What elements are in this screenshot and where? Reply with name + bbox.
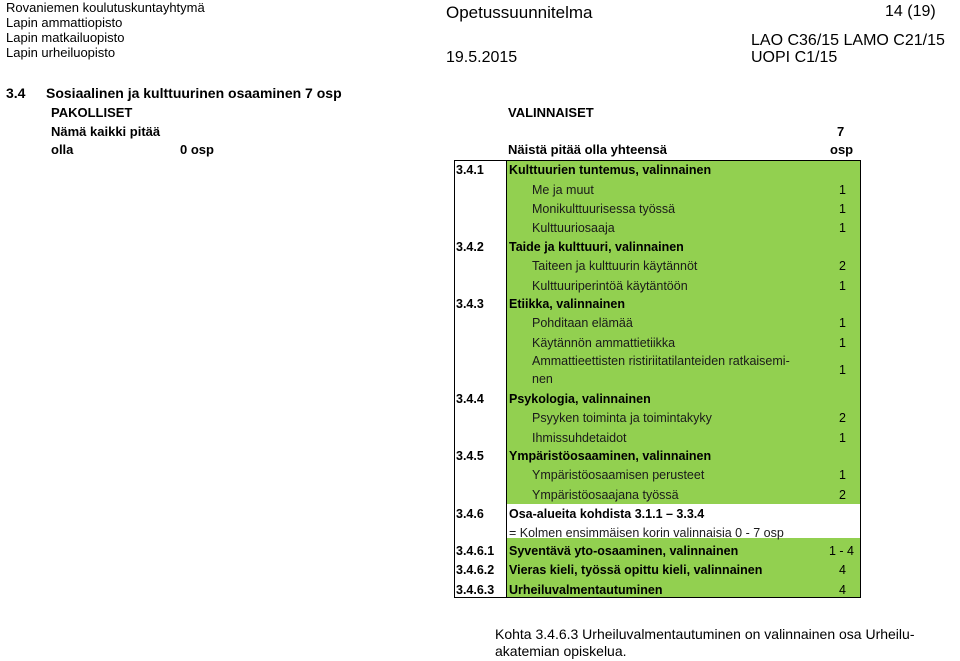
document-ref-1: LAO C36/15 LAMO C21/15 — [751, 32, 945, 49]
module-name: Psykologia, valinnainen — [509, 392, 651, 406]
module-group-row — [456, 294, 876, 314]
module-group-row — [456, 160, 876, 180]
module-name: Pohditaan elämää — [532, 316, 633, 330]
module-points: 4 — [839, 583, 846, 597]
module-name: Me ja muut — [532, 183, 594, 197]
module-item-row — [456, 180, 876, 200]
section-number: 3.4 — [6, 85, 26, 101]
page-number: 14 (19) — [885, 3, 936, 20]
module-points: 1 — [839, 221, 846, 235]
document-title: Opetussuunnitelma — [446, 3, 593, 22]
module-name: Kulttuuriperintöä käytäntöön — [532, 279, 688, 293]
module-name: Kulttuuriosaaja — [532, 221, 615, 235]
module-points: 1 — [839, 336, 846, 350]
module-code: 3.4.6.3 — [456, 583, 495, 597]
module-code: 3.4.1 — [456, 163, 484, 177]
module-item-row — [456, 276, 876, 296]
module-group-row — [456, 446, 876, 466]
footnote-line-2: akatemian opiskelua. — [495, 643, 627, 659]
module-item-row — [456, 199, 876, 219]
section-title: Sosiaalinen ja kulttuurinen osaaminen 7 osp — [46, 85, 342, 101]
module-points: 1 — [839, 316, 846, 330]
module-group-row — [456, 560, 876, 580]
module-name: Ammattieettisten ristiriitatilanteiden ratkaisemi- — [532, 354, 790, 368]
table-left-border — [454, 160, 455, 597]
module-name: = Kolmen ensimmäisen korin valinnaisia 0 - 7 osp — [509, 526, 784, 540]
module-name: Ympäristöosaamisen perusteet — [532, 468, 705, 482]
module-name: Psyyken toiminta ja toimintakyky — [532, 411, 712, 425]
module-item-row — [456, 485, 876, 505]
module-points: 1 - 4 — [828, 544, 854, 558]
module-group-row — [456, 389, 876, 409]
org-name: Rovaniemen koulutuskuntayhtymä — [6, 0, 205, 15]
module-name: Ympäristöosaajana työssä — [532, 488, 679, 502]
module-item-row — [456, 333, 876, 353]
module-group-row — [456, 541, 876, 561]
optional-heading: VALINNAISET — [508, 105, 594, 120]
document-date: 19.5.2015 — [446, 49, 518, 66]
org-name: Lapin urheiluopisto — [6, 45, 116, 60]
mandatory-text-1: Nämä kaikki pitää — [51, 124, 161, 139]
module-item-row — [456, 351, 876, 387]
module-points: 1 — [839, 468, 846, 482]
org-name: Lapin ammattiopisto — [6, 15, 123, 30]
module-name: Ihmissuhdetaidot — [532, 431, 627, 445]
module-points: 1 — [839, 202, 846, 216]
module-name: Urheiluvalmentautuminen — [509, 583, 663, 597]
module-group-row — [456, 504, 876, 524]
optional-subheading: Näistä pitää olla yhteensä — [508, 142, 667, 157]
optional-points-unit: osp — [830, 142, 854, 157]
module-group-row — [456, 237, 876, 257]
module-code: 3.4.2 — [456, 240, 484, 254]
module-points: 1 — [839, 279, 846, 293]
module-name: Monikulttuurisessa työssä — [532, 202, 676, 216]
module-code: 3.4.5 — [456, 449, 484, 463]
module-code: 3.4.6 — [456, 507, 484, 521]
module-code: 3.4.6.1 — [456, 544, 495, 558]
module-group-row — [456, 580, 876, 600]
module-name: Osa-alueita kohdista 3.1.1 – 3.3.4 — [509, 507, 705, 521]
module-item-row — [456, 408, 876, 428]
module-points: 2 — [839, 488, 846, 502]
mandatory-heading: PAKOLLISET — [51, 105, 133, 120]
module-item-row — [456, 313, 876, 333]
mandatory-points: 0 osp — [180, 142, 214, 157]
module-name: Käytännön ammattietiikka — [532, 336, 676, 350]
module-points: 2 — [839, 411, 846, 425]
module-name: Syventävä yto-osaaminen, valinnainen — [509, 544, 739, 558]
module-code: 3.4.3 — [456, 297, 484, 311]
module-points: 2 — [839, 259, 846, 273]
module-name: Etiikka, valinnainen — [509, 297, 626, 311]
module-name: Ympäristöosaaminen, valinnainen — [509, 449, 712, 463]
document-ref-2: UOPI C1/15 — [751, 49, 838, 66]
module-code: 3.4.6.2 — [456, 563, 495, 577]
module-points: 1 — [839, 363, 846, 377]
module-name: Kulttuurien tuntemus, valinnainen — [509, 163, 712, 177]
module-name: Vieras kieli, työssä opittu kieli, valinnainen — [509, 563, 763, 577]
module-item-row — [456, 428, 876, 448]
module-name: Taiteen ja kulttuurin käytännöt — [532, 259, 698, 273]
module-points: 4 — [839, 563, 846, 577]
module-name-continued: nen — [532, 372, 553, 386]
module-code: 3.4.4 — [456, 392, 484, 406]
module-points: 1 — [839, 431, 846, 445]
mandatory-text-2: olla — [51, 142, 74, 157]
optional-points-number: 7 — [837, 124, 845, 139]
org-name: Lapin matkailuopisto — [6, 30, 125, 45]
module-item-row — [456, 523, 876, 543]
module-item-row — [456, 218, 876, 238]
module-item-row — [456, 256, 876, 276]
footnote-line-1: Kohta 3.4.6.3 Urheiluvalmentautuminen on valinnainen osa Urheilu- — [495, 626, 915, 642]
module-name: Taide ja kulttuuri, valinnainen — [509, 240, 684, 254]
module-item-row — [456, 465, 876, 485]
module-points: 1 — [839, 183, 846, 197]
